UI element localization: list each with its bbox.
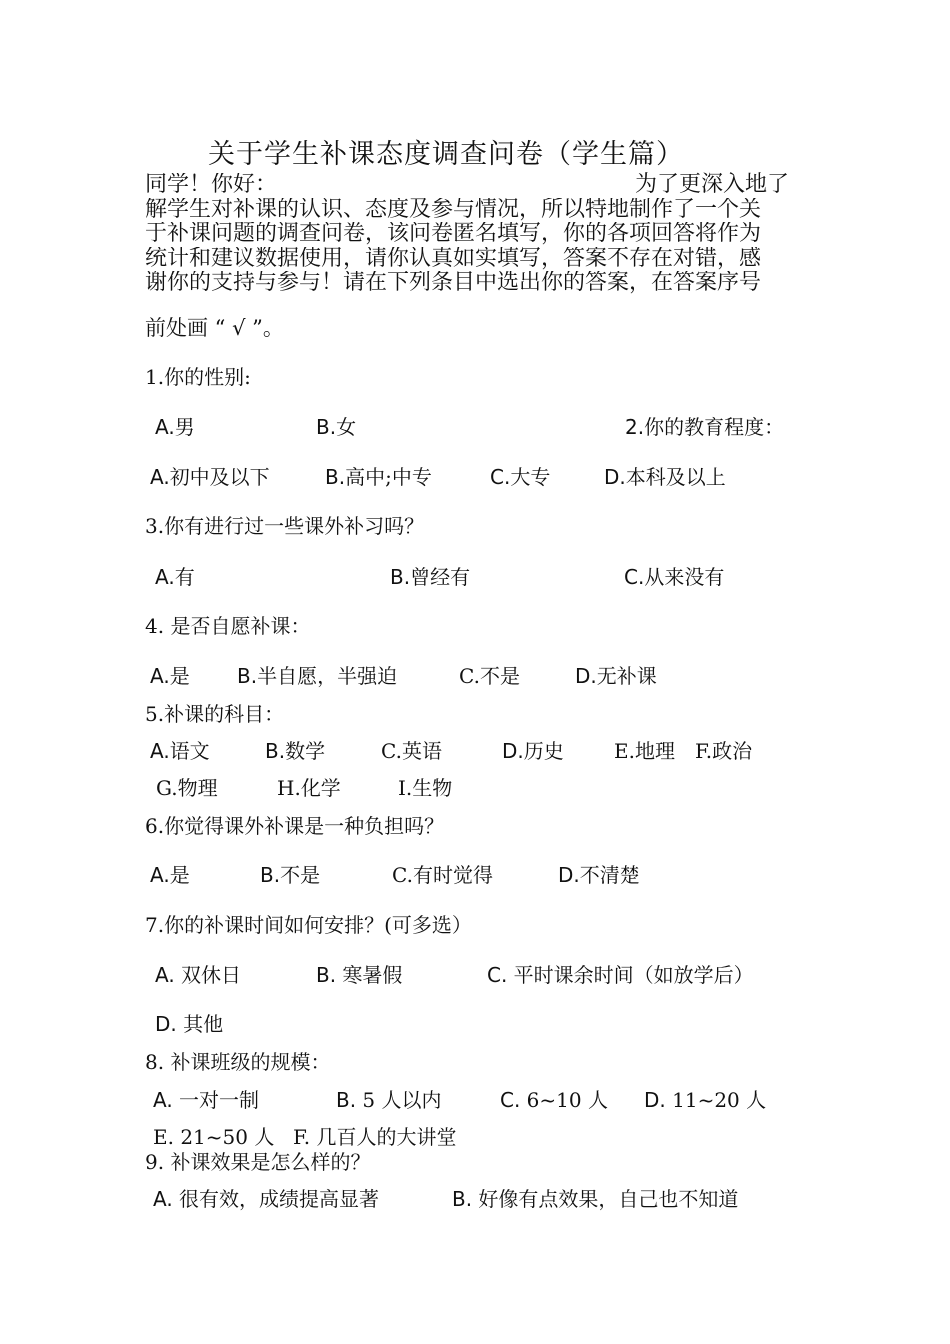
option-text: 是 <box>169 664 190 688</box>
option-letter: F. <box>695 739 713 763</box>
option-letter: A. <box>153 1187 173 1211</box>
q4-option-c[interactable] <box>459 660 520 689</box>
option-text: 有 <box>174 565 195 589</box>
option-text: 不是 <box>280 863 321 887</box>
q3-option-b[interactable] <box>390 561 470 590</box>
option-letter: I. <box>398 776 413 800</box>
option-letter: D. <box>155 1012 177 1036</box>
option-text: 6~10 人 <box>520 1088 608 1112</box>
q5-option-h[interactable] <box>277 772 341 801</box>
option-text: 5 人以内 <box>356 1088 442 1112</box>
intro-greeting: 同学！你好： <box>145 173 278 197</box>
option-letter: B. <box>316 963 337 987</box>
q3-option-a[interactable] <box>155 561 195 590</box>
option-letter: E. <box>153 1125 174 1149</box>
q5-option-c[interactable] <box>381 735 442 764</box>
question-1: 1.你的性别: <box>145 365 251 389</box>
q2-option-b[interactable] <box>325 461 432 490</box>
option-letter: B. <box>265 739 286 763</box>
option-letter: C. <box>392 863 413 887</box>
option-text: 寒暑假 <box>336 963 403 987</box>
q5-option-i[interactable] <box>398 772 452 801</box>
intro-line-5: 谢你的支持与参与！请在下列条目中选出你的答案，在答案序号 <box>145 271 762 295</box>
intro-line-1 <box>145 173 809 198</box>
q6-option-a[interactable] <box>150 859 190 888</box>
option-text: 几百人的大讲堂 <box>310 1125 457 1149</box>
question-3: 3.你有进行过一些课外补习吗？ <box>145 514 425 538</box>
q9-option-b[interactable] <box>452 1183 738 1212</box>
q5-option-d[interactable] <box>502 735 564 764</box>
question-5: 5.补课的科目： <box>145 702 285 726</box>
intro-line-2: 解学生对补课的认识、态度及参与情况，所以特地制作了一个关 <box>145 197 762 222</box>
intro-line-3: 于补课问题的调查问卷，该问卷匿名填写，你的各项回答将作为 <box>145 222 762 246</box>
option-letter: B. <box>316 415 337 439</box>
option-letter: A. <box>150 465 170 489</box>
option-letter: A. <box>153 1088 173 1112</box>
intro-last-line: 前处画 “ √ ”。 <box>145 316 284 340</box>
option-text: 语文 <box>169 739 210 763</box>
question-2-text: 2.你的教育程度： <box>625 415 785 439</box>
q8-option-a[interactable] <box>153 1084 259 1113</box>
option-letter: B. <box>452 1187 473 1211</box>
q4-option-b[interactable] <box>237 660 397 689</box>
option-text: 政治 <box>712 739 753 763</box>
q9-option-a[interactable] <box>153 1183 379 1212</box>
q6-option-c[interactable] <box>392 859 493 888</box>
page-title: 关于学生补课态度调查问卷（学生篇） <box>208 139 684 170</box>
option-text: 英语 <box>401 739 442 763</box>
option-letter: A. <box>155 415 175 439</box>
intro-line-4: 统计和建议数据使用，请你认真如实填写，答案不存在对错，感 <box>145 246 762 271</box>
option-text: 曾经有 <box>410 565 471 589</box>
option-letter: F. <box>293 1125 311 1149</box>
q1-option-a[interactable] <box>155 411 195 440</box>
option-letter: C. <box>490 465 511 489</box>
option-letter: D. <box>575 664 597 688</box>
option-text: 地理 <box>634 739 675 763</box>
option-text: 11~20 人 <box>665 1088 767 1112</box>
option-text: 大专 <box>510 465 551 489</box>
option-text: 生物 <box>412 776 453 800</box>
option-text: 双休日 <box>174 963 242 987</box>
question-9: 9. 补课效果是怎么样的？ <box>145 1150 371 1174</box>
option-letter: D. <box>558 863 580 887</box>
option-letter: A. <box>150 664 170 688</box>
option-text: 化学 <box>300 776 341 800</box>
q5-option-f[interactable] <box>695 735 752 764</box>
question-4: 4. 是否自愿补课： <box>145 614 311 638</box>
option-letter: A. <box>150 863 170 887</box>
q2-option-d[interactable] <box>604 461 726 490</box>
question-7: 7.你的补课时间如何安排？(可多选） <box>145 913 472 937</box>
q6-option-d[interactable] <box>558 859 640 888</box>
option-text: 平时课余时间（如放学后） <box>507 963 754 987</box>
option-text: 一对一制 <box>172 1088 260 1112</box>
option-text: 是 <box>169 863 190 887</box>
option-letter: C. <box>487 963 508 987</box>
option-letter: A. <box>155 963 175 987</box>
question-8: 8. 补课班级的规模： <box>145 1050 331 1074</box>
option-letter: C. <box>381 739 402 763</box>
question-6: 6.你觉得课外补课是一种负担吗？ <box>145 814 445 838</box>
q8-option-b[interactable] <box>336 1084 442 1113</box>
option-text: 高中;中专 <box>345 465 432 489</box>
option-letter: D. <box>502 739 524 763</box>
option-text: 不是 <box>479 664 520 688</box>
option-letter: B. <box>260 863 281 887</box>
q4-option-d[interactable] <box>575 660 657 689</box>
q7-option-b[interactable] <box>316 959 402 988</box>
option-text: 有时觉得 <box>412 863 493 887</box>
option-letter: H. <box>277 776 301 800</box>
option-letter: C. <box>624 565 645 589</box>
option-letter: A. <box>150 739 170 763</box>
option-letter: B. <box>325 465 346 489</box>
q7-option-d[interactable] <box>155 1008 223 1037</box>
q3-option-c[interactable] <box>624 561 724 590</box>
q6-option-b[interactable] <box>260 859 320 888</box>
option-text: 其他 <box>176 1012 224 1036</box>
option-text: 半自愿，半强迫 <box>257 664 398 688</box>
option-text: 物理 <box>177 776 218 800</box>
option-text: 本科及以上 <box>625 465 726 489</box>
option-letter: B. <box>336 1088 357 1112</box>
option-text: 好像有点效果，自己也不知道 <box>472 1187 739 1211</box>
option-text: 女 <box>336 415 357 439</box>
option-text: 很有效，成绩提高显著 <box>172 1187 380 1211</box>
option-letter: C. <box>500 1088 521 1112</box>
q5-option-e[interactable] <box>614 735 675 764</box>
option-letter: D. <box>604 465 626 489</box>
q7-option-a[interactable] <box>155 959 241 988</box>
option-text: 无补课 <box>596 664 657 688</box>
intro-paragraph <box>145 173 809 296</box>
q2-option-c[interactable] <box>490 461 550 490</box>
q5-option-g[interactable] <box>156 772 218 801</box>
option-letter: E. <box>614 739 635 763</box>
option-text: 初中及以下 <box>169 465 270 489</box>
option-text: 数学 <box>285 739 326 763</box>
q5-option-b[interactable] <box>265 735 325 764</box>
option-text: 从来没有 <box>644 565 725 589</box>
option-letter: C. <box>459 664 480 688</box>
option-letter: B. <box>390 565 411 589</box>
intro-first-line-tail: 为了更深入地了 <box>635 172 790 197</box>
q8-option-d[interactable] <box>644 1084 766 1113</box>
option-letter: G. <box>156 776 178 800</box>
q8-option-c[interactable] <box>500 1084 608 1113</box>
option-letter: A. <box>155 565 175 589</box>
option-letter: B. <box>237 664 258 688</box>
option-letter: D. <box>644 1088 666 1112</box>
q4-option-a[interactable] <box>150 660 190 689</box>
q7-option-c[interactable] <box>487 959 754 988</box>
q5-option-a[interactable] <box>150 735 210 764</box>
option-text: 历史 <box>523 739 564 763</box>
question-2 <box>625 411 784 440</box>
option-text: 不清楚 <box>579 863 640 887</box>
option-text: 21~50 人 <box>173 1125 275 1149</box>
q2-option-a[interactable] <box>150 461 270 490</box>
q1-option-b[interactable] <box>316 411 356 440</box>
option-text: 男 <box>174 415 195 439</box>
